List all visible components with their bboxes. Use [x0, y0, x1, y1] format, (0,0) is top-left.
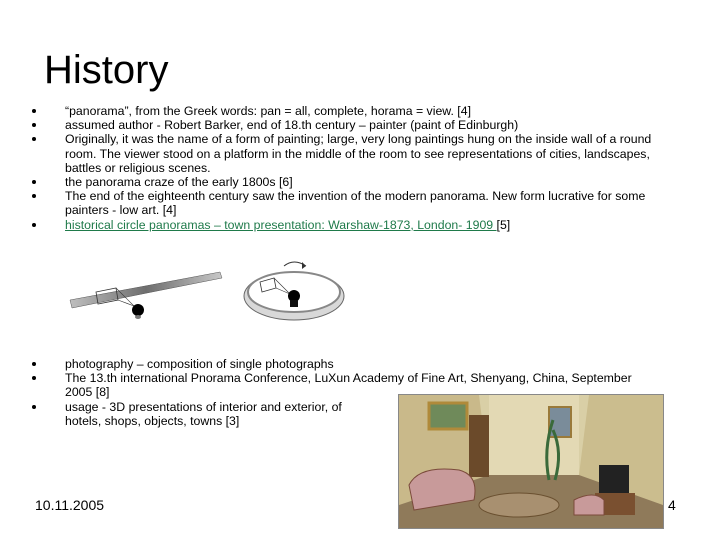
- bullet-dot: [32, 123, 36, 127]
- bullet-dot: [32, 109, 36, 113]
- link-reference: [5]: [496, 217, 511, 232]
- bullet-item: The 13.th international Pnorama Conference, LuXun Academy of Fine Art, Shenyang, China, September 2005 [8]: [0, 371, 655, 399]
- flat-panorama-diagram: [60, 268, 230, 328]
- bullet-dot: [32, 362, 36, 366]
- bullet-dot: [32, 376, 36, 380]
- bullet-dot: [32, 223, 36, 227]
- bullet-list-top: [0, 104, 655, 232]
- bullet-item: Originally, it was the name of a form of painting; large, very long paintings hung on the inside wall of a round room. The viewer stood on a platform in the middle of the room to see representations of cities, landscapes, battles or religious scenes.: [0, 132, 655, 175]
- bullet-item: photography – composition of single photographs: [0, 357, 655, 371]
- room-panorama-photo: [398, 394, 664, 529]
- footer-date: 10.11.2005: [35, 497, 105, 513]
- circular-panorama-diagram: [240, 252, 350, 330]
- slide-title: History: [44, 48, 169, 92]
- bullet-item: The end of the eighteenth century saw the invention of the modern panorama. New form lucrative for some painters - low art. [4]: [0, 189, 655, 217]
- page-number: 4: [668, 497, 676, 513]
- bullet-item: the panorama craze of the early 1800s [6]: [0, 175, 655, 189]
- bullet-item: “panorama”, from the Greek words: pan = all, complete, horama = view. [4]: [0, 104, 655, 118]
- bullet-dot: [32, 194, 36, 198]
- bullet-dot: [32, 180, 36, 184]
- panorama-history-link[interactable]: historical circle panoramas – town presentation: Warshaw-1873, London- 1909: [65, 217, 497, 232]
- bullet-dot: [32, 405, 36, 409]
- bullet-item: usage - 3D presentations of interior and exterior, of hotels, shops, objects, towns [3]: [0, 400, 365, 428]
- bullet-item-link: [0, 218, 655, 232]
- bullet-item: assumed author - Robert Barker, end of 18.th century – painter (paint of Edinburgh): [0, 118, 655, 132]
- bullet-dot: [32, 137, 36, 141]
